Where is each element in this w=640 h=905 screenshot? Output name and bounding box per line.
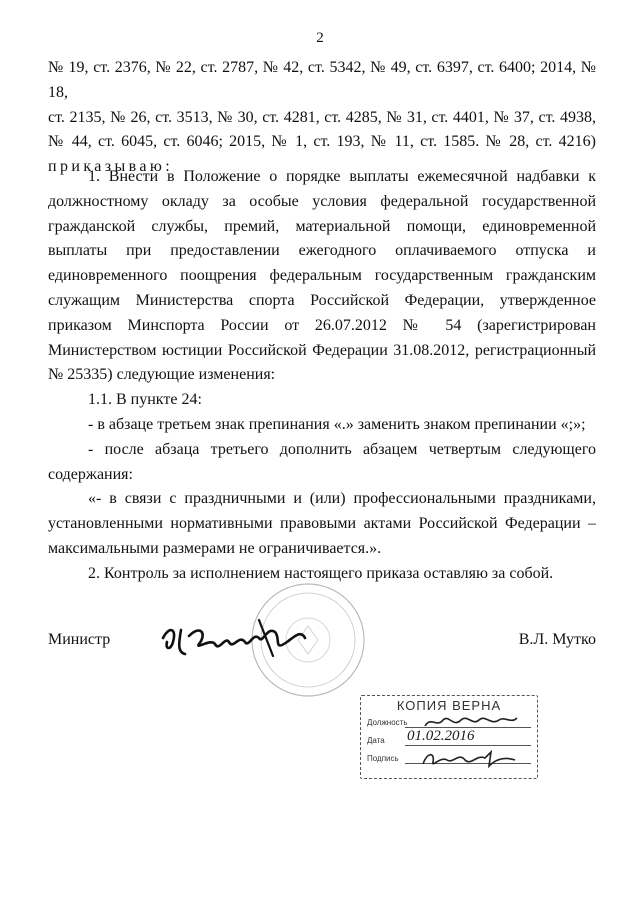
stamp-title: КОПИЯ ВЕРНА [396,698,502,713]
quote-paragraph: «- в связи с праздничными и (или) профессиональными праздниками, установленными нормативными правовыми актами Российской Федерации – максимальными размерами не ограничивается.». [48,490,596,557]
order-word: приказываю: [48,158,174,176]
stamp-sign-row [367,754,399,763]
certified-copy-stamp [360,695,538,779]
item-1-1-paragraph: 1.1. В пункте 24: [88,391,202,409]
bullet-paragraph: - после абзаца третьего дополнить абзацем четвертым следующего содержания: [48,440,596,483]
stamp-date-row [367,736,385,745]
stamp-sign-label: Подпись [367,754,399,763]
stamp-date-label: Дата [367,736,385,745]
stamp-position-label: Должность [367,718,408,727]
item-2-paragraph: 2. Контроль за исполнением настоящего приказа оставляю за собой. [88,564,554,582]
reference-line: № 19, ст. 2376, № 22, ст. 2787, № 42, ст. 5342, № 49, ст. 6397, ст. 6400; 2014, № 18, [48,59,596,101]
reference-line: № 44, ст. 6045, ст. 6046; 2015, № 1, ст. 193, № 11, ст. 1585. № 28, ст. 4216) [48,133,596,151]
legal-references [48,56,596,180]
page-number: 2 [316,30,324,46]
stamp-date-value: 01.02.2016 [407,728,475,744]
order-body [48,165,596,587]
handwritten-sign-image [419,748,519,770]
handwritten-signature-image [155,608,315,668]
signatory-title: Министр [48,631,111,648]
bullet-paragraph: - в абзаце третьем знак препинания «.» заменить знаком препинании «;»; [88,415,586,433]
stamp-position-row [367,718,408,727]
reference-line: ст. 2135, № 26, ст. 3513, № 30, ст. 4281, ст. 4285, № 31, ст. 4401, № 37, ст. 4938, [48,108,596,126]
signatory-name: В.Л. Мутко [518,631,596,648]
item-1-paragraph: 1. Внести в Положение о порядке выплаты ежемесячной надбавки к должностному окладу за особые условия федеральной государственной гражданской службы, премий, материальной помощи, единовременной выплаты при предоставлении ежегодного оплачиваемого отпуска и единовременного поощрения федеральным государственным гражданским служащим Министерства спорта Российской Федерации, утвержденное приказом Минспорта России от 26.07.2012 № 54 (зарегистрирован Министерством юстиции Российской Федерации 31.08.2012, регистрационный № 25335) следующие изменения: [48,168,596,384]
